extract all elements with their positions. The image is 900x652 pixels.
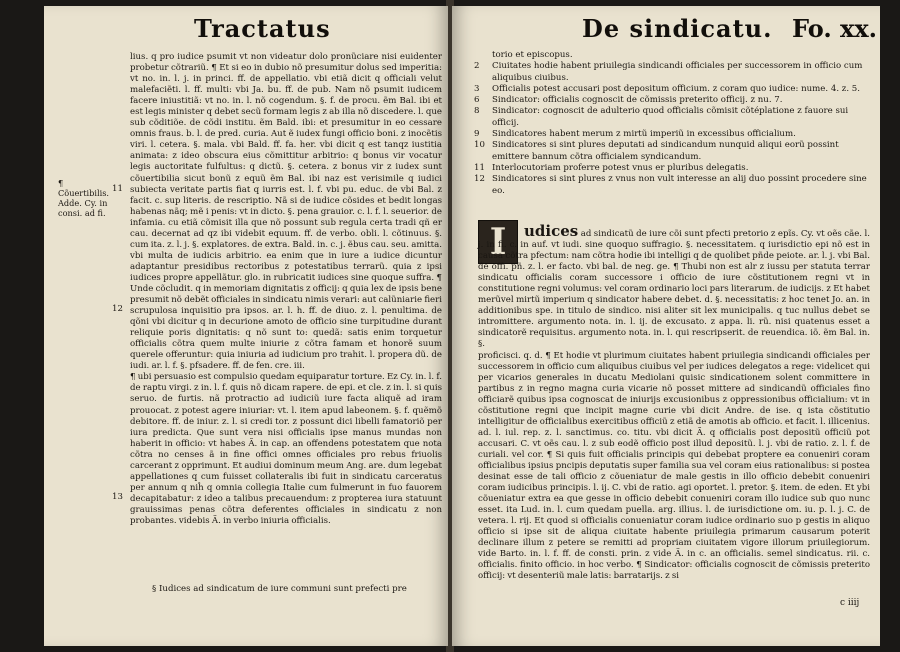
summary-item: 9 Sindicatores habent merum z mirtũ imperiũ in excessibus officialium. (474, 129, 796, 140)
line-number: 11 (112, 184, 123, 194)
line-number: 12 (112, 304, 123, 314)
left-paragraph: lius. q pro iudice psumit vt non videatur dolo pronũciare nisi euidenter probetur cõtrariũ. ¶ Et si eo in dubio nõ presumitur dolus sed imperitia: vt no. in. l. j. in princi. ff. de appellatio. vbi etiã dicit q officiali velut malefaciẽti. l. ff. multi: vbi Ja. bu. ff. de pub. Nam nõ psumit iudicem facere iniustitiã: vt no. in. l. nõ cogendum. §. f. de procu. ẽm Bal. ibi et est legis minister q debet secũ formam legis z ab illa nõ discedere. l. que sub cõditiõe. de cõdi institu. ẽm Bald. ibi: et presumitur in eo cessare omnis fraus. b. l. de pred. curia. Aut ẽ iudex fungi officio boni. z inocẽtis viri. l. cetera. §. mala. vbi Bald. ff. fa. her. vbi dicit q est tanqz iustitia animata: z ideo obscura eius cõmittitur arbitrio: q bonus vir vocatur legis auctoritate fulfultus: q dictũ. §. cetera. z bonus vir z iudex sunt cõuertibilia sicut bonũ z equũ ẽm Bal. ibi naz est verisimile q iudici subiecta veritate partis fiat q iurris est. l. f. vbi pu. educ. de vbi Bal. z facit. c. sup literis. de rescriptio. Nã si de iudice cõsides et bedit longas habenas nãq; mẽ i penis: vt in dicto. §. pena grauior. c. l. f. l. seuerior. de infamia. cu etiã cõmisit illa que nõ possunt sub regula certa tradi qñ er cau. decernat ad qz ibi videbit equum. ff. de verbo. obli. l. cõtinuus. §. cum ita. z. l. j. §. explatores. de extra. Bald. in. c. j. ẽbus cau. seu. amitta. vbi multa de iudicis arbitrio. ea enim que in iure a iudice dicuntur adaptantur presidibus rectoribus z potestatibus terrarũ. quia z ipsi iudices propre appellãtur. glo. in rubricatit iudices sine quoque suffra. ¶ Unde cõcludit. q in memoriam dignitatis z officij: q quia lex de ipsis bene presumit nõ debẽt officiales in sindicatu nimis verari: aut calũniarie fieri scrupulosa inquisitio pra ipsos. ar. l. h. ff. de diuo. z. l. penultima. de qõni vbi dicitur q in decurione amoto de officio sine turpitudine durant reliquie poris dignitatis: q nõ sunt to: quedã: satis enim torquetur officialis cõtra quem multe iniurie z cõtra famam et honorẽ suum querele offeruntur: quia iniuria ad iudicium pro trahit. l. propera dũ. de iudi. ar. l. f. §. pfsadere. ff. de fen. cre. iii. (130, 52, 442, 372)
summary-item: 12 Sindicatores si sint plures z vnus non vult interesse an alij duo possint procedere sine eo. (474, 174, 867, 196)
line-number: 13 (112, 492, 123, 502)
left-running-head: Tractatus (194, 14, 331, 43)
left-paragraph: ¶ ubi persuasio est compulsio quedam equiparatur torture. Ez Cy. in. l. f. de raptu virgi. z in. l. f. quis nõ dicam rapere. de epi. et cle. z in. l. si quis seruo. de furtis. nã protractio ad iudiciũ iure facta aliquẽ ad iram prouocat. z potest agere iniuriar: vt. l. item apud labeonem. §. f. quẽmõ debitore. ff. de iniur. z. l. si credi tor. z possunt dici libelli famatoriõ per iura predicta. Que sunt vera nisi officialis ipse manus mundas non haberit in officio: vt habes Ã. in cap. an offendens potestatem que nota cõtra no censes ã in fine offici omnes officiales pro rebus friuolis carcerant z opprimunt. Et audiui dominum meum Ang. are. dum legebat appellationes q cum fuisset collateralis ibi fuit in sindicatu carceratus per annum q niĥ q omnia collegia Italie cum fulmerunt in fuo fauorem decapitabatur: z ideo a talibus precauendum: z propterea iura statuunt grauissimas penas cõtra deferentes officiales in sindicatu z non probantes. videbis Ã. in verbo iniuria officialis. (130, 372, 442, 526)
left-page (44, 6, 448, 646)
summary-item: 2 Ciuitates hodie habent priuilegia sindicandi officiales per successorem in officio cum aliquibus ciuibus. (474, 61, 863, 83)
summary-item: 8 Sindicator: cognoscit de adulterio quod officialis cõmisit cõtéplatione z fauore sui officij. (474, 106, 849, 128)
right-running-head: De sindicatu. (582, 14, 773, 43)
summary-item: 3 Officialis potest accusari post depositum officium. z coram quo iudice: nume. 4. z. 5. (474, 83, 860, 94)
heading-word: udices (524, 222, 579, 240)
summary-item: 10 Sindicatores si sint plures deputati ad sindicandum nunquid aliqui eorũ possint emittere bannum cõtra officialem syndicandum. (474, 140, 839, 162)
signature-mark: c iiij (840, 598, 860, 608)
summary-item: 6 Sindicator: officialis cognoscit de cõmissis preterito officij. z nu. 7. (474, 95, 783, 106)
right-body-text (478, 222, 871, 583)
folio-number: Fo. xx. (792, 14, 877, 43)
right-page (452, 6, 880, 646)
right-paragraph: proficisci. q. d. ¶ Et hodie vt plurimum ciuitates habent priuilegia sindicandi officiales per successorem in officio cum aliquibus ciuibus vel per iudices delegatos a rege: videlicet qui per vicarios generales in ducatu Mediolani quisic sindicationem solent committere in partibus z in regno magna curia vicarie nõ posset mittere ad sindicandũ officiales fino officiarẽ quibus ipsa cognoscat de iniurijs excusionibus z oppressionibus officialium: vt in cõstitutione regni que incipit magne curie vbi dicit Andre. de ise. q ista cõstitutio intelligitur de officialibus exercitibus officiũ z etiã de amotis ab officio. et facit. l. illicenius. ad. l. iul. rep. z. l. sanctimus. co. titu. vbi dicit Ã. q officialis post depositũ officiũ pot accusari. C. vt oẽs cau. l. z sub eodẽ officio post illud depositũ. l. j. vbi de ratio. z. l. f. de curiali. vel cor. ¶ Si quis fuit officialis principis qui debebat proptere ea conueniri coram officialibus ipsius pncipis deputatis super familia sua vel coram eius rationalibus: si postea desinat esse de tali officio z cõueniatur de male gestis in illo officio debebit conueniri coram iudicibus principis. l. ij. C. vbi de ratio. agi oportet. l. pretor. §. item. de eden. Et ybi cõueniatur extra ea que gesse in officio debebit conueniri coram illo iudice sub quo nunc esset. ita Lud. in. l. cum quedam puella. arg. illius. l. de iurisdictione om. iu. p. l. j. C. de vetera. l. rij. Et quod si officialis conueniatur coram iudice ordinario suo p gestis in aliquo officio si ipse sit de aliqua ciuitate habente priuilegia primarum causarum poterit declinare illum z petere se remitti ad propriam ciuitatem vigore illorum priuilegiorum. vide Barto. in. l. f. ff. de consti. prin. z vide Ã. in c. an officialis. semel sindicatus. rii. c. officialis. finito officio. in hoc verbo. ¶ Sindicator: officialis cognoscit de cõmissis preterito officij: vt desenteriũ male latis: barratarijs. z si (478, 350, 870, 582)
summary-item: torio et episcopus. (492, 50, 573, 60)
right-paragraph: udices ad sindicatũ de iure cõi sunt pfecti pretorio z epĩs. Cy. vt oẽs cãe. l. j. in fi. c. in auf. vt iudi. sine quoquo suffragio. §. necessitatem. q iurisdictio epi nõ est in causa cõtra pfectum: nam cõtra hodie ibi intelligi q de quolibet pñde peiote. ar. l. j. vbi Bal. de offi. pñ. z. l. er facto. vbi bal. de neg. ge. ¶ Thubi non est alr z iussu per statuta terrar sindicatu officialis coram successore i officio de iure cõstitutionem regni vt in constitutione regni volumus: vel coram ordinario loci pars literarum. de iudicijs. z Et habet merũvel mirtũ imperium q sindicator habere debet. d. §. necessitatis: z hoc tenet Jo. an. in additionibus spe. in titulo de sindico. nisi aliter sit lex municipalis. q tuc nullus debet se intromittere. argumento nota. in. l. ij. de excusato. z appa. li. rũ. nisi quatenus esset a sindicatorẽ requisitus. argumento nota. in. l. qui rescripserit. de reuendica. iõ. ẽm Bal. in. §. (478, 222, 871, 350)
left-body-text (130, 52, 442, 527)
left-footer-line: § Iudices ad sindicatum de iure communi sunt prefecti pre (152, 584, 407, 594)
left-margin-note: ¶ Cõuertibilis. Adde. Cy. in consi. ad fi. (58, 178, 110, 218)
summary-item: 11 Interlocutoriam proferre potest vnus er pluribus delegatis. (474, 162, 749, 173)
decorated-initial: I (478, 220, 518, 264)
summary-list (474, 50, 870, 197)
